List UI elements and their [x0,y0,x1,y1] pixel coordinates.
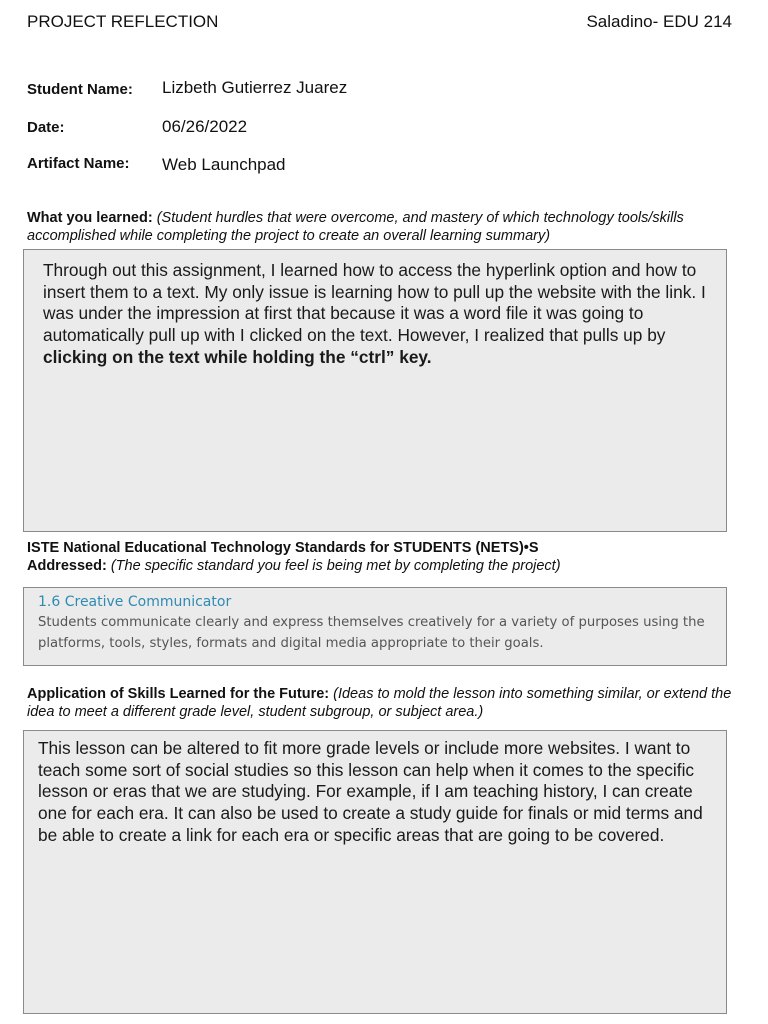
standards-heading-line1: ISTE National Educational Technology Standards for STUDENTS (NETS)•S [27,540,539,556]
future-response-box [23,730,727,1014]
learned-heading: What you learned: [27,210,153,226]
student-name-value: Lizbeth Gutierrez Juarez [162,78,348,97]
learned-response-box [23,249,727,532]
artifact-name-label: Artifact Name: [27,155,130,172]
standards-section-heading [27,539,742,575]
student-name-label: Student Name: [27,81,133,98]
standards-hint: (The specific standard you feel is being met by completing the project) [110,558,561,574]
future-heading: Application of Skills Learned for the Future: [27,686,330,702]
document-title: PROJECT REFLECTION [27,12,219,31]
future-section-heading [27,685,742,721]
date-label: Date: [27,119,65,136]
learned-body: Through out this assignment, I learned how to access the hyperlink option and how to insert them to a text. My only issue is learning how to pull up the website with the link. I was under the impression at first that because it was a word file it was going to automatically pull up with I clicked on the text. However, I realized that pulls up by [43,260,706,346]
future-body: This lesson can be altered to fit more grade levels or include more websites. I want to teach some sort of social studies so this lesson can help when it comes to the specific lesson or eras that we are studying. For example, if I am teaching history, I can create one for each era. It can also be used to create a study guide for finals or mid terms and be able to create a link for each era or specific areas that are going to be covered. [38,738,703,845]
learned-hint: (Student hurdles that were overcome, and mastery of which technology tools/skills accomplished while completing the project to create an overall learning summary) [27,210,684,244]
future-hint: (Ideas to mold the lesson into something similar, or extend the idea to meet a different grade level, student subgroup, or subject area.) [27,686,732,720]
learned-section-heading [27,209,742,245]
course-label: Saladino- EDU 214 [586,12,732,31]
standard-title: 1.6 Creative Communicator [38,594,232,610]
learned-body-bold: clicking on the text while holding the “ctrl” key. [43,346,432,367]
date-value: 06/26/2022 [162,117,248,136]
artifact-name-value: Web Launchpad [162,155,286,174]
standards-heading-line2: Addressed: [27,558,107,574]
standard-description: Students communicate clearly and express themselves creatively for a variety of purposes using the platforms, tools, styles, formats and digital media appropriate to their goals. [38,615,705,651]
standards-response-box [23,587,727,666]
